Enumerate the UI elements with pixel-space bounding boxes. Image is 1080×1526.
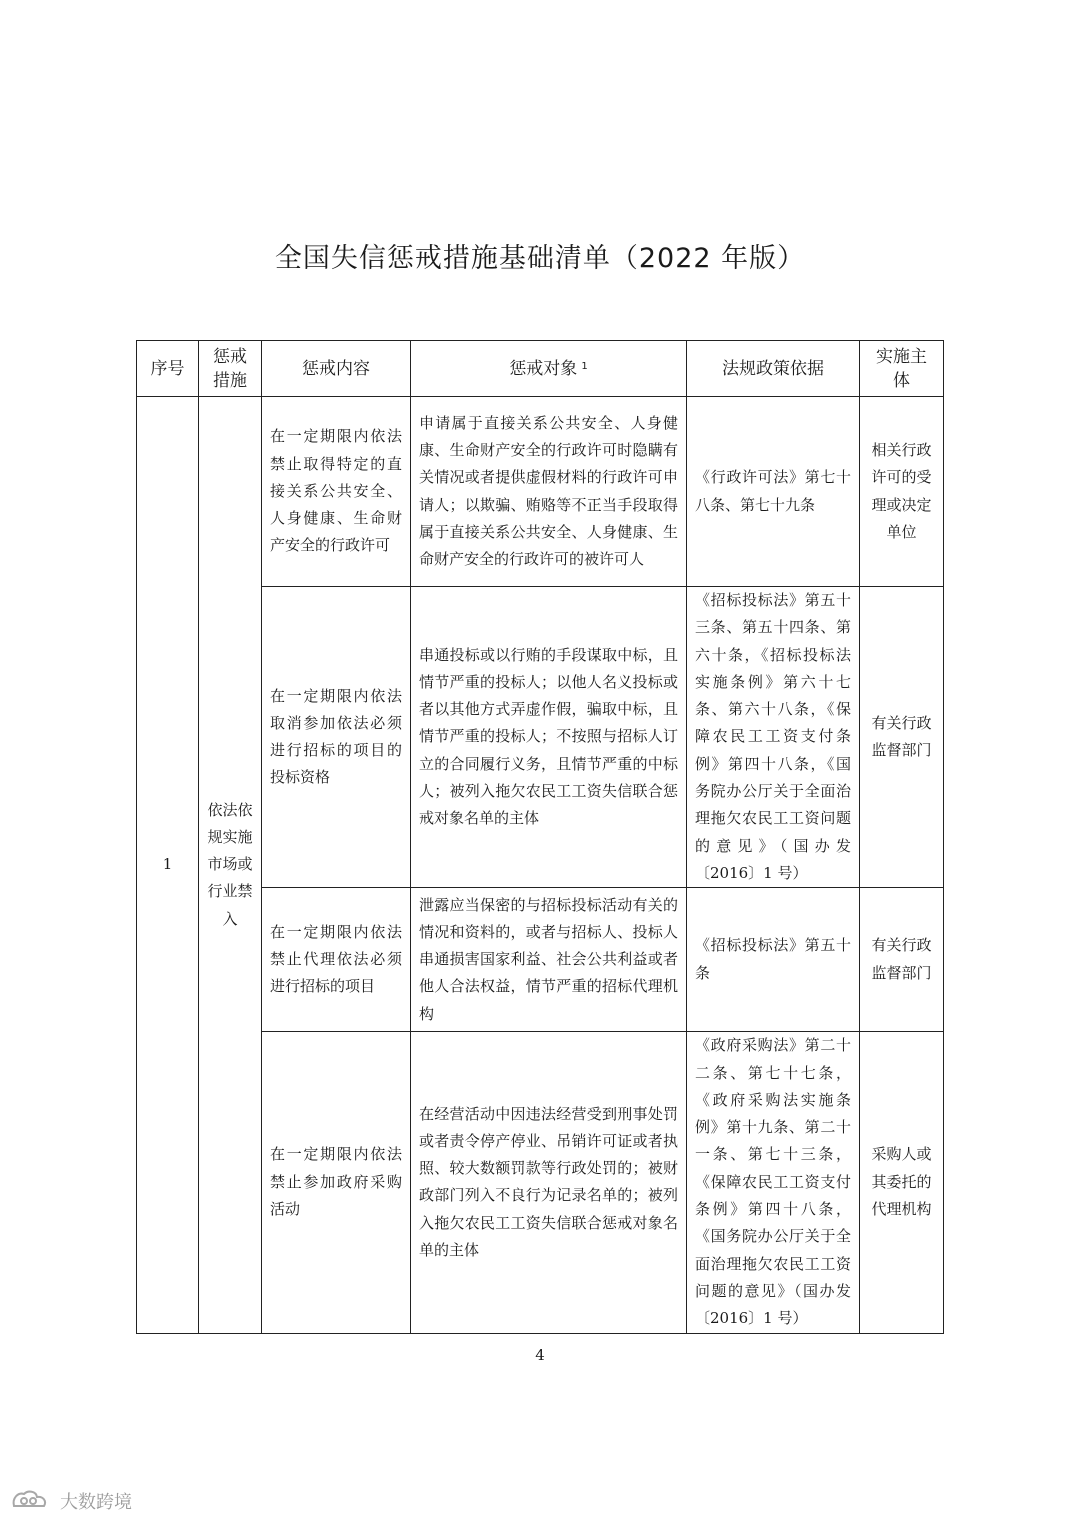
content-cell: 在一定期限内依法取消参加依法必须进行招标的项目的投标资格 bbox=[262, 587, 411, 888]
header-row bbox=[137, 341, 944, 397]
basis-cell: 《招标投标法》第五十三条、第五十四条、第六十条，《招标投标法实施条例》第六十七条、第六十八条，《保障农民工工资支付条例》第四十八条，《国务院办公厅关于全面治理拖欠农民工工资问题的意见》（国办发〔2016〕1 号） bbox=[687, 587, 860, 888]
basis-cell: 《招标投标法》第五十条 bbox=[687, 888, 860, 1032]
watermark bbox=[10, 1488, 132, 1514]
measures-table bbox=[136, 340, 944, 1334]
target-cell: 申请属于直接关系公共安全、人身健康、生命财产安全的行政许可时隐瞒有关情况或者提供虚假材料的行政许可申请人；以欺骗、贿赂等不正当手段取得属于直接关系公共安全、人身健康、生命财产安全的行政许可的被许可人 bbox=[411, 397, 687, 587]
measure-cell: 依法依规实施市场或行业禁入 bbox=[199, 397, 262, 1334]
subject-cell: 有关行政监督部门 bbox=[860, 587, 944, 888]
watermark-logo-icon bbox=[10, 1488, 54, 1514]
header-measure: 惩戒措施 bbox=[199, 341, 262, 397]
header-target-label: 惩戒对象 bbox=[509, 358, 578, 379]
content-cell: 在一定期限内依法禁止取得特定的直接关系公共安全、人身健康、生命财产安全的行政许可 bbox=[262, 397, 411, 587]
target-cell: 泄露应当保密的与招标投标活动有关的情况和资料的，或者与招标人、投标人串通损害国家利益、社会公共利益或者他人合法权益，情节严重的招标代理机构 bbox=[411, 888, 687, 1032]
subject-cell: 采购人或其委托的代理机构 bbox=[860, 1032, 944, 1333]
header-subject: 实施主体 bbox=[860, 341, 944, 397]
watermark-text: 大数跨境 bbox=[60, 1492, 132, 1513]
table-row bbox=[137, 397, 944, 587]
header-seq: 序号 bbox=[137, 341, 199, 397]
page-number: 4 bbox=[535, 1346, 545, 1364]
header-basis: 法规政策依据 bbox=[687, 341, 860, 397]
header-content: 惩戒内容 bbox=[262, 341, 411, 397]
content-cell: 在一定期限内依法禁止代理依法必须进行招标的项目 bbox=[262, 888, 411, 1032]
document-title: 全国失信惩戒措施基础清单（2022 年版） bbox=[274, 243, 806, 274]
content-cell: 在一定期限内依法禁止参加政府采购活动 bbox=[262, 1032, 411, 1333]
header-target bbox=[411, 341, 687, 397]
target-cell: 在经营活动中因违法经营受到刑事处罚或者责令停产停业、吊销许可证或者执照、较大数额罚款等行政处罚的；被财政部门列入不良行为记录名单的；被列入拖欠农民工工资失信联合惩戒对象名单的主体 bbox=[411, 1032, 687, 1333]
seq-cell: 1 bbox=[137, 397, 199, 1334]
target-cell: 串通投标或以行贿的手段谋取中标，且情节严重的投标人；以他人名义投标或者以其他方式弄虚作假，骗取中标，且情节严重的投标人；不按照与招标人订立的合同履行义务，且情节严重的中标人；被列入拖欠农民工工资失信联合惩戒对象名单的主体 bbox=[411, 587, 687, 888]
basis-cell: 《政府采购法》第二十二条、第七十七条，《政府采购法实施条例》第十九条、第二十一条、第七十三条，《保障农民工工资支付条例》第四十八条，《国务院办公厅关于全面治理拖欠农民工工资问题的意见》（国办发〔2016〕1 号） bbox=[687, 1032, 860, 1333]
footnote-marker: 1 bbox=[581, 360, 588, 372]
basis-cell: 《行政许可法》第七十八条、第七十九条 bbox=[687, 397, 860, 587]
subject-cell: 相关行政许可的受理或决定单位 bbox=[860, 397, 944, 587]
subject-cell: 有关行政监督部门 bbox=[860, 888, 944, 1032]
